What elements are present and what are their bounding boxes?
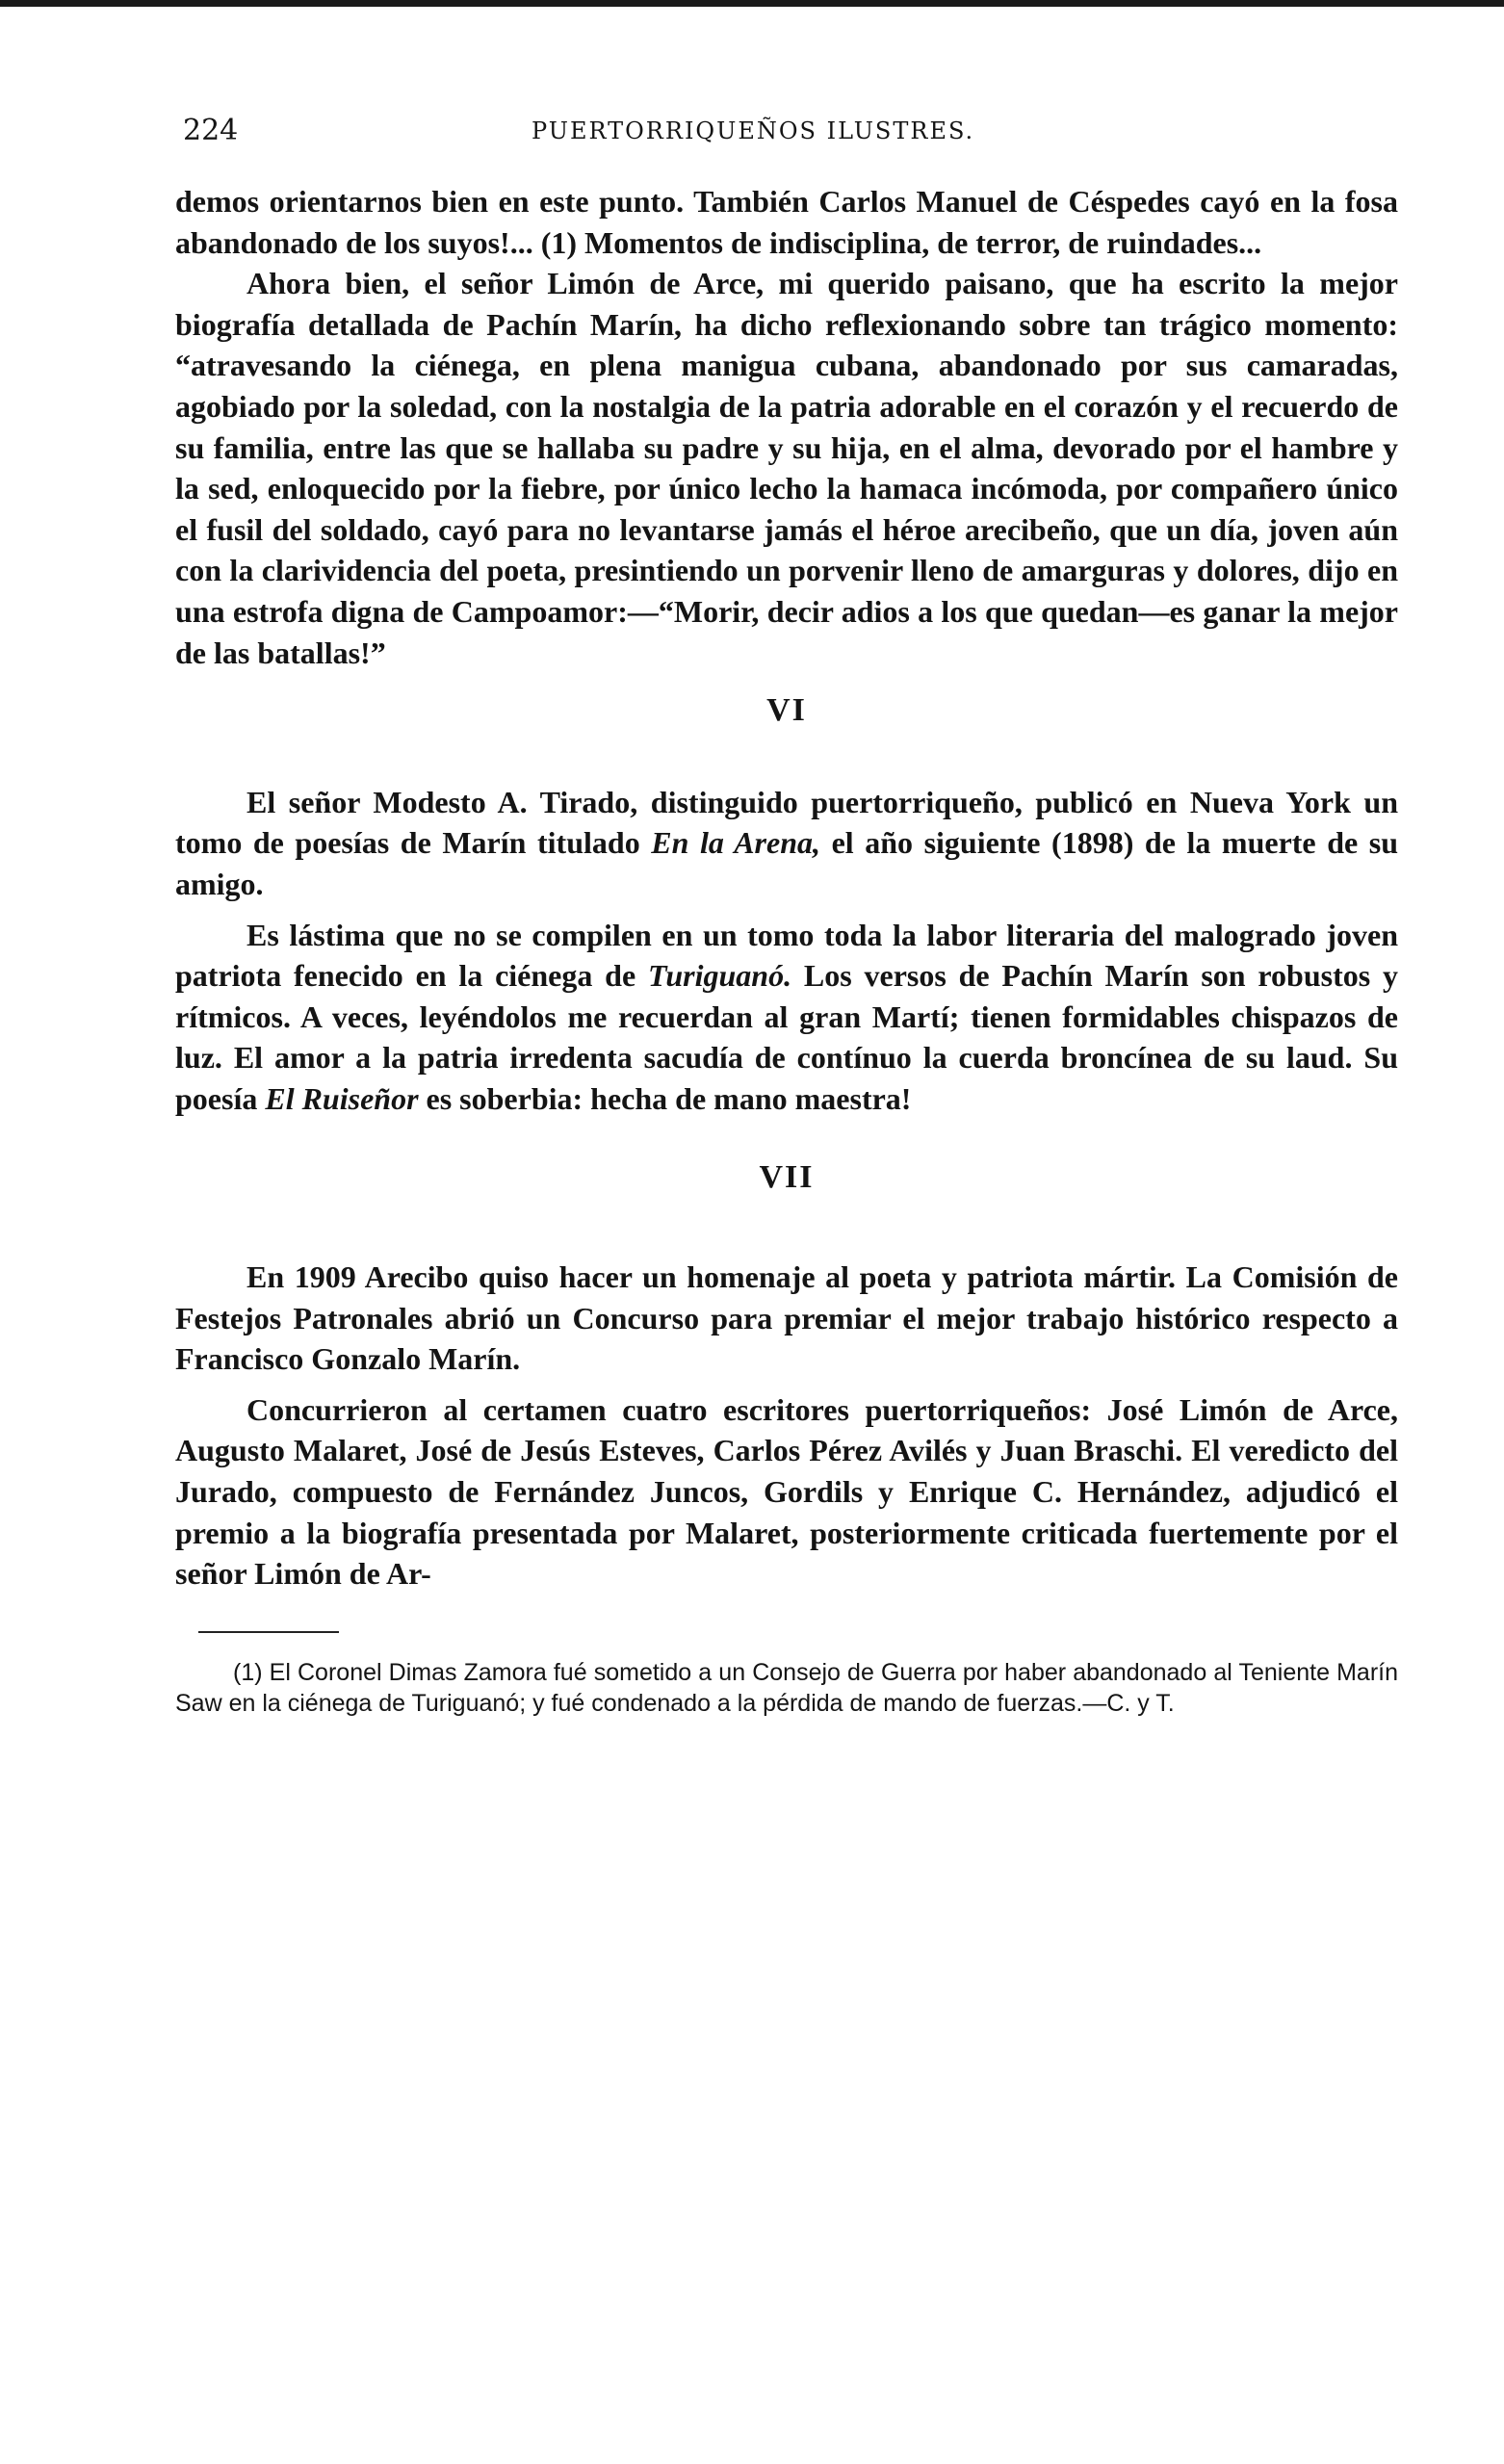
paragraph-tirado-text-2: el año siguiente (1898) de la muerte de su amigo. (175, 825, 1399, 901)
body-text (175, 181, 1398, 1595)
book-title-en-la-arena: En la Arena, (651, 825, 821, 861)
running-head (175, 114, 1398, 162)
paragraph-labor-text-2: Los versos de Pachín Marín son robustos y rítmicos. A veces, leyéndolos me recuerdan al gran Martí; tienen formidables chispazos de luz. El amor a la patria irredenta sacudía de contínuo la cuerda broncínea de su laud. Su poesía (175, 958, 1399, 1116)
paragraph-labor-text-1: Es lástima que no se compilen en un tomo toda la labor literaria del malogrado joven patriota fenecido en la ciénega de (175, 917, 1398, 994)
paragraph-gap (175, 1380, 1398, 1389)
paragraph-limon-quote: Ahora bien, el señor Limón de Arce, mi querido paisano, que ha escrito la mejor biografía detallada de Pachín Marín, ha dicho reflexionando sobre tan trágico momento: “atravesando la ciénega, en plena manigua cubana, abandonado por sus camaradas, agobiado por la soledad, con la nostalgia de la patria adorable en el corazón y el recuerdo de su familia, entre las que se hallaba su padre y su hija, en el alma, devorado por el hambre y la sed, enloquecido por la fiebre, por único lecho la hamaca incómoda, por compañero único el fusil del soldado, cayó para no levantarse jamás el héroe arecibeño, que un día, joven aún con la clarividencia del poeta, presintiendo un porvenir lleno de amarguras y dolores, dijo en una estrofa digna de Campoamor:—“Morir, decir adios a los que quedan—es ganar la mejor de las batallas!” (175, 266, 1398, 670)
paragraph-tirado (175, 782, 1398, 905)
top-edge-rule (0, 0, 1504, 7)
place-turiguano: Turiguanó. (647, 958, 792, 994)
running-title: PUERTORRIQUEÑOS ILUSTRES. (532, 117, 975, 144)
footnote: (1) El Coronel Dimas Zamora fué sometido a un Consejo de Guerra por haber abandonado al Teniente Marín Saw en la ciénega de Turiguanó; y fué condenado a la pérdida de mando de fuerzas.—C. y T. (175, 1658, 1398, 1717)
paragraph-labor-literaria (175, 915, 1398, 1120)
page-number: 224 (183, 114, 239, 147)
paragraph-labor-text-3: es soberbia: hecha de mano maestra! (418, 1080, 912, 1116)
section-heading-vi: VI (766, 692, 807, 729)
paragraph-tirado-text-1: El señor Modesto A. Tirado, distinguido puertorriqueño, publicó en Nueva York un tomo de poesías de Marín titulado (175, 784, 1398, 861)
paragraph-certamen: Concurrieron al certamen cuatro escritores puertorriqueños: José Limón de Arce, Augusto Malaret, José de Jesús Esteves, Carlos Pérez Avilés y Juan Braschi. El veredicto del Jurado, compuesto de Fernández Juncos, Gordils y Enrique C. Hernández, adjudicó el premio a la biografía presentada por Malaret, posteriormente criticada fuertemente por el señor Limón de Ar- (175, 1391, 1398, 1592)
paragraph-gap (175, 905, 1398, 915)
paragraph-continuation: demos orientarnos bien en este punto. También Carlos Manuel de Céspedes cayó en la fosa abandonado de los suyos!... (1) Momentos de indisciplina, de terror, de ruindades... (175, 184, 1398, 260)
book-page (175, 114, 1398, 1743)
section-heading-vii: VII (759, 1159, 815, 1196)
footnote-rule (198, 1631, 339, 1633)
poem-title-el-ruisenor: El Ruiseñor (265, 1080, 419, 1116)
paragraph-arecibo-homenaje: En 1909 Arecibo quiso hacer un homenaje al poeta y patriota mártir. La Comisión de Festejos Patronales abrió un Concurso para premiar el mejor trabajo histórico respecto a Francisco Gonzalo Marín. (175, 1259, 1398, 1377)
